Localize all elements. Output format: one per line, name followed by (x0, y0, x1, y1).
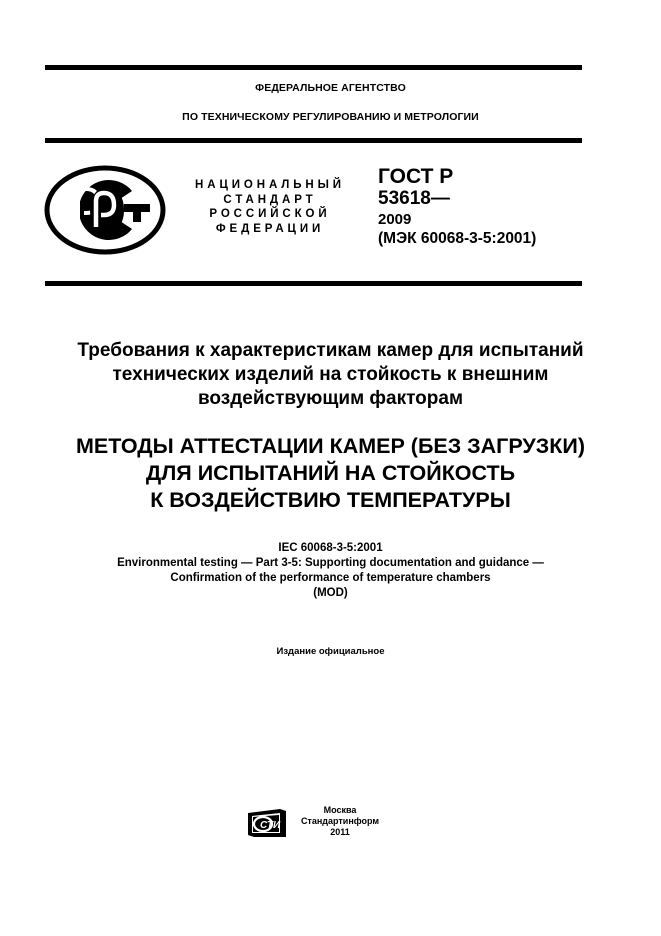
general-title (0, 339, 661, 411)
svg-text:СТИ: СТИ (260, 820, 281, 831)
specific-title (0, 433, 661, 514)
designation-line-3: 2009 (378, 211, 412, 228)
specific-title-line: К ВОЗДЕЙСТВИЮ ТЕМПЕРАТУРЫ (150, 488, 511, 512)
designation-line-2: 53618— (378, 188, 450, 209)
publisher-year: 2011 (330, 827, 350, 837)
national-standard-line: РОССИЙСКОЙ (209, 208, 331, 220)
designation-line-1: ГОСТ Р (378, 165, 454, 188)
general-title-line: технических изделий на стойкость к внешним (112, 364, 549, 385)
national-standard-line: ФЕДЕРАЦИИ (215, 222, 325, 235)
publisher-city: Москва (323, 805, 357, 815)
iec-reference (0, 541, 661, 601)
designation-rule (45, 281, 582, 286)
publisher-info (290, 805, 390, 838)
specific-title-line: ДЛЯ ИСПЫТАНИЙ НА СТОЙКОСТЬ (145, 461, 516, 485)
iec-reference-line: Confirmation of the performance of temperature chambers (170, 572, 491, 584)
gost-r-logo-icon (44, 165, 166, 255)
national-standard-line: НАЦИОНАЛЬНЫЙ (195, 179, 345, 191)
standartinform-logo-icon (246, 807, 288, 839)
edition-label: Издание официальное (276, 646, 385, 657)
publisher-name: Стандартинформ (300, 816, 380, 826)
general-title-line: воздействующим факторам (197, 388, 464, 409)
iec-reference-line: Environmental testing — Part 3-5: Supporting documentation and guidance — (117, 557, 544, 569)
agency-line-2: ПО ТЕХНИЧЕСКОМУ РЕГУЛИРОВАНИЮ И МЕТРОЛОГИИ (182, 111, 479, 123)
general-title-line: Требования к характеристикам камер для испытаний (77, 340, 584, 361)
specific-title-line: МЕТОДЫ АТТЕСТАЦИИ КАМЕР (БЕЗ ЗАГРУЗКИ) (76, 434, 585, 458)
national-standard-line: СТАНДАРТ (223, 193, 317, 206)
designation-line-4: (МЭК 60068-3-5:2001) (378, 230, 537, 247)
standard-designation (378, 166, 536, 249)
header-rule (45, 138, 582, 143)
iec-reference-line: (MOD) (313, 587, 348, 599)
national-standard-label (180, 178, 360, 236)
agency-line-1: ФЕДЕРАЛЬНОЕ АГЕНТСТВО (255, 82, 406, 94)
top-rule (45, 65, 582, 70)
iec-reference-line: IEC 60068-3-5:2001 (278, 542, 383, 554)
